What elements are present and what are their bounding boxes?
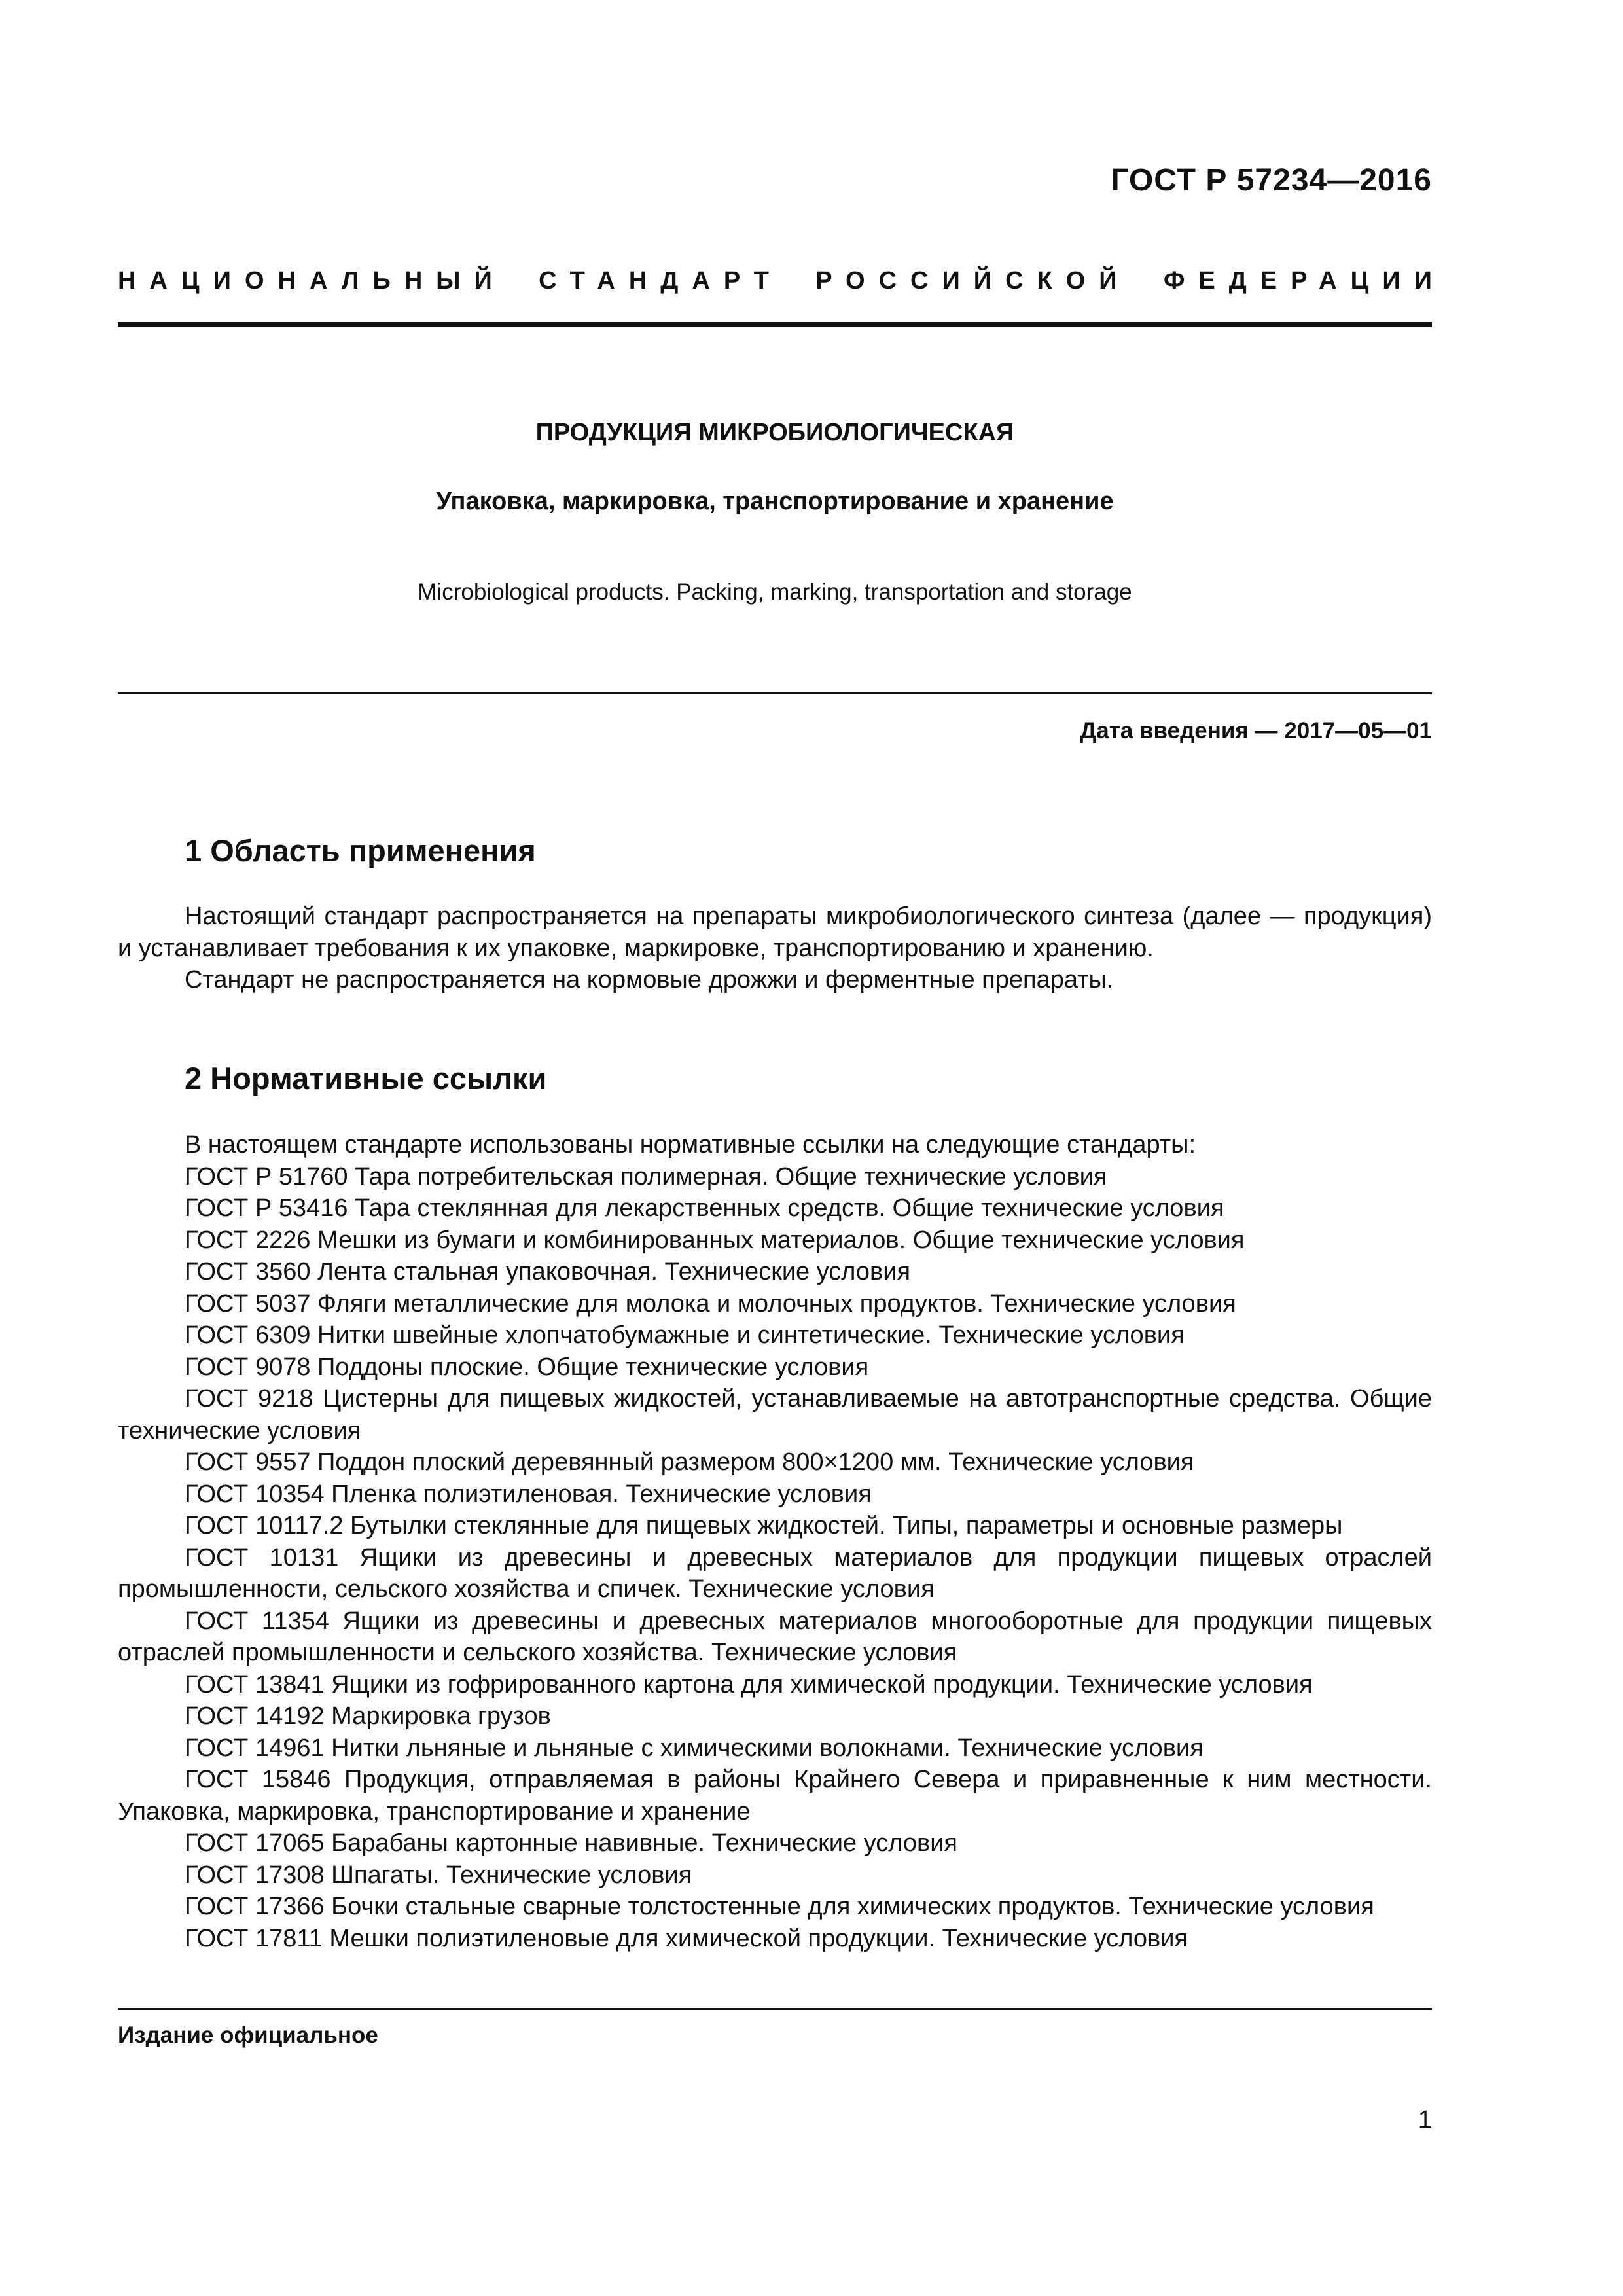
document-number: ГОСТ Р 57234—2016 bbox=[1111, 163, 1432, 198]
banner-word: НАЦИОНАЛЬНЫЙ bbox=[118, 267, 506, 295]
reference-item: ГОСТ 15846 Продукция, отправляемая в районы Крайнего Севера и приравненные к ним местности. Упаковка, маркировка, транспортирование и хранение bbox=[118, 1766, 1432, 1825]
document-subtitle: Упаковка, маркировка, транспортирование и хранение bbox=[436, 488, 1114, 515]
reference-item: ГОСТ 17065 Барабаны картонные навивные. Технические условия bbox=[185, 1829, 958, 1857]
banner-word: СТАНДАРТ bbox=[539, 267, 783, 295]
reference-item: ГОСТ 5037 Фляги металлические для молока и молочных продуктов. Технические условия bbox=[185, 1289, 1236, 1318]
reference-item: ГОСТ 9218 Цистерны для пищевых жидкостей, устанавливаемые на автотранспортные средства. Общие технические условия bbox=[118, 1385, 1432, 1444]
thin-divider bbox=[118, 692, 1432, 694]
reference-item: ГОСТ 10131 Ящики из древесины и древесных материалов для продукции пищевых отраслей промышленности, сельского хозяйства и спичек. Технические условия bbox=[118, 1543, 1432, 1603]
document-title: ПРОДУКЦИЯ МИКРОБИОЛОГИЧЕСКАЯ bbox=[535, 419, 1014, 446]
reference-item: ГОСТ 2226 Мешки из бумаги и комбинированных материалов. Общие технические условия bbox=[185, 1226, 1245, 1254]
paragraph: Настоящий стандарт распространяется на препараты микробиологического синтеза (далее — продукция) и устанавливает требования к их упаковке, маркировке, транспортированию и хранению. bbox=[118, 903, 1432, 962]
reference-item: ГОСТ Р 53416 Тара стеклянная для лекарственных средств. Общие технические условия bbox=[185, 1194, 1224, 1222]
reference-item: ГОСТ 14192 Маркировка грузов bbox=[185, 1702, 551, 1730]
introduction-date: Дата введения — 2017—05—01 bbox=[1080, 718, 1432, 744]
reference-item: ГОСТ 9557 Поддон плоский деревянный размером 800×1200 мм. Технические условия bbox=[185, 1448, 1194, 1476]
footer-divider bbox=[118, 2008, 1432, 2010]
thick-divider bbox=[118, 322, 1432, 327]
banner-word: ФЕДЕРАЦИИ bbox=[1163, 267, 1446, 295]
reference-item: ГОСТ 14961 Нитки льняные и льняные с химическими волокнами. Технические условия bbox=[185, 1734, 1204, 1762]
reference-item: ГОСТ 10354 Пленка полиэтиленовая. Технические условия bbox=[185, 1480, 872, 1508]
section-1-heading: 1 Область применения bbox=[185, 833, 536, 868]
national-standard-banner bbox=[118, 267, 1446, 295]
reference-item: ГОСТ 9078 Поддоны плоские. Общие технические условия bbox=[185, 1353, 869, 1381]
reference-item: ГОСТ 17308 Шпагаты. Технические условия bbox=[185, 1861, 692, 1889]
reference-item: ГОСТ 11354 Ящики из древесины и древесных материалов многооборотные для продукции пищевых отраслей промышленности и сельского хозяйства. Технические условия bbox=[118, 1607, 1432, 1666]
reference-item: ГОСТ Р 51760 Тара потребительская полимерная. Общие технические условия bbox=[185, 1162, 1107, 1191]
official-edition-label: Издание официальное bbox=[118, 2022, 378, 2048]
section-1-body bbox=[118, 901, 1432, 996]
reference-list bbox=[118, 1161, 1432, 1955]
section-2-heading: 2 Нормативные ссылки bbox=[185, 1061, 547, 1096]
reference-item: ГОСТ 10117.2 Бутылки стеклянные для пищевых жидкостей. Типы, параметры и основные размеры bbox=[185, 1512, 1343, 1539]
reference-item: ГОСТ 6309 Нитки швейные хлопчатобумажные и синтетические. Технические условия bbox=[185, 1321, 1185, 1349]
banner-word: РОССИЙСКОЙ bbox=[815, 267, 1131, 295]
english-title: Microbiological products. Packing, marking, transportation and storage bbox=[418, 579, 1132, 605]
reference-item: ГОСТ 17366 Бочки стальные сварные толстостенные для химических продуктов. Технические условия bbox=[185, 1893, 1374, 1920]
reference-item: ГОСТ 13841 Ящики из гофрированного картона для химической продукции. Технические условия bbox=[185, 1670, 1313, 1698]
page-number: 1 bbox=[1418, 2106, 1432, 2134]
reference-item: ГОСТ 17811 Мешки полиэтиленовые для химической продукции. Технические условия bbox=[185, 1924, 1188, 1952]
paragraph: Стандарт не распространяется на кормовые дрожжи и ферментные препараты. bbox=[185, 966, 1114, 994]
section-2-body bbox=[118, 1129, 1432, 1954]
references-intro: В настоящем стандарте использованы нормативные ссылки на следующие стандарты: bbox=[185, 1131, 1196, 1158]
reference-item: ГОСТ 3560 Лента стальная упаковочная. Технические условия bbox=[185, 1258, 911, 1285]
